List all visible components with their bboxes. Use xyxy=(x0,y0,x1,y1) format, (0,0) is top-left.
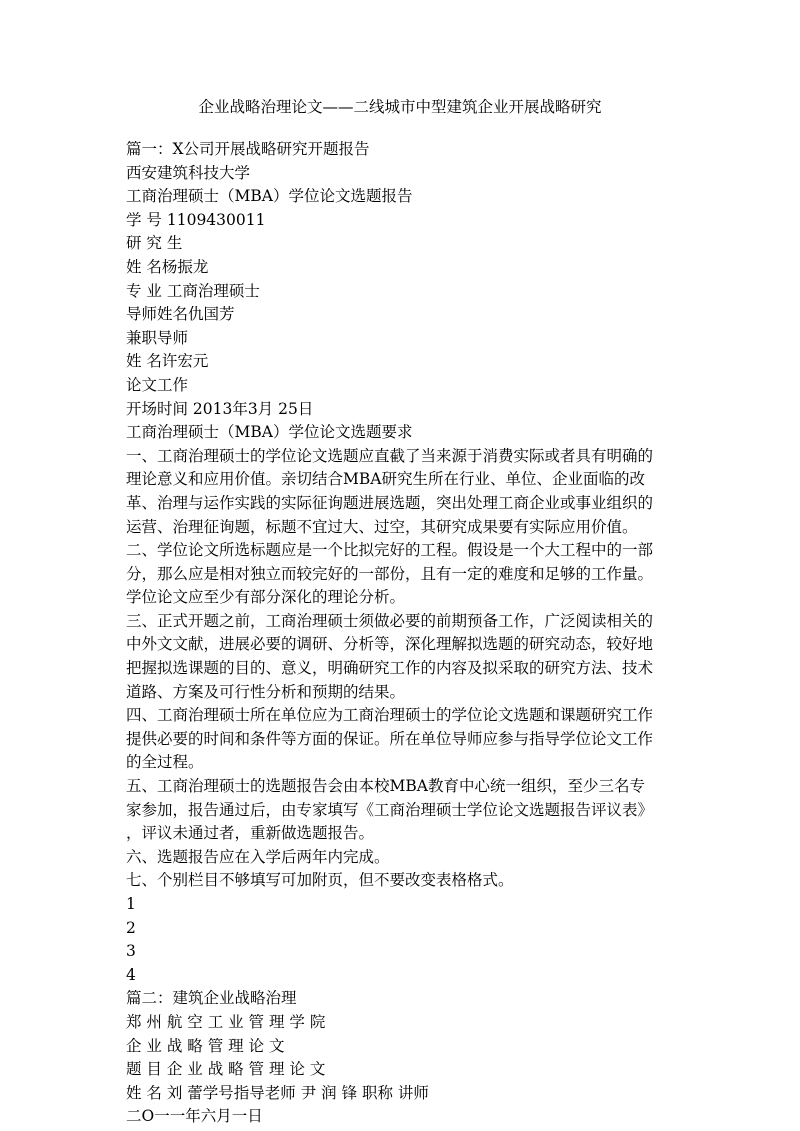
document-line: 题 目 企 业 战 略 管 理 论 文 xyxy=(126,1060,326,1079)
document-line: 郑 州 航 空 工 业 管 理 学 院 xyxy=(126,1012,326,1031)
document-line: 1 xyxy=(126,895,136,913)
document-line: 革、治理与运作实践的实际征询题进展选题，突出处理工商企业或事业组织的 xyxy=(126,493,654,512)
document-line: 二O一一年六月一日 xyxy=(126,1107,263,1126)
document-line: 的全过程。 xyxy=(126,753,204,772)
document-line: 分，那么应是相对独立而较完好的一部份，且有一定的难度和足够的工作量。 xyxy=(126,564,654,583)
document-line: 姓 名许宏元 xyxy=(126,352,209,371)
document-line: 道路、方案及可行性分析和预期的结果。 xyxy=(126,682,406,701)
document-line: 专 业 工商治理硕士 xyxy=(126,281,260,300)
document-line: 导师姓名仇国芳 xyxy=(126,305,235,324)
document-line: 工商治理硕士（MBA）学位论文选题报告 xyxy=(126,187,413,206)
document-line: 开场时间 2013年3月 25日 xyxy=(126,399,314,418)
document-line: 西安建筑科技大学 xyxy=(126,163,251,182)
document-line: 学位论文应至少有部分深化的理论分析。 xyxy=(126,588,406,607)
document-line: 学 号 1109430011 xyxy=(126,210,266,229)
document-line: 工商治理硕士（MBA）学位论文选题要求 xyxy=(126,423,413,442)
document-line: 一、工商治理硕士的学位论文选题应直截了当来源于消费实际或者具有明确的 xyxy=(126,446,654,465)
document-line: 3 xyxy=(126,942,136,961)
document-line: 七、个别栏目不够填写可加附页，但不要改变表格格式。 xyxy=(126,871,514,890)
document-line: 姓 名 刘 蕾学号指导老师 尹 润 锋 职称 讲师 xyxy=(126,1083,429,1102)
document-line: 兼职导师 xyxy=(126,328,189,347)
document-line: 四、工商治理硕士所在单位应为工商治理硕士的学位论文选题和课题研究工作 xyxy=(126,706,654,725)
document-line: 六、选题报告应在入学后两年内完成。 xyxy=(126,847,390,866)
document-line: 把握拟选课题的目的、意义，明确研究工作的内容及拟采取的研究方法、技术 xyxy=(126,659,654,678)
document-line: 企 业 战 略 管 理 论 文 xyxy=(126,1036,285,1055)
document-line: 姓 名杨振龙 xyxy=(126,257,209,276)
document-line: 理论意义和应用价值。亲切结合MBA研究生所在行业、单位、企业面临的改 xyxy=(126,470,645,489)
document-line: 篇二：建筑企业战略治理 xyxy=(126,989,297,1008)
document-line: 论文工作 xyxy=(126,375,189,394)
document-line: 运营、治理征询题，标题不宜过大、过空，其研究成果要有实际应用价值。 xyxy=(126,517,638,536)
document-line: 提供必要的时间和条件等方面的保证。所在单位导师应参与指导学位论文工作 xyxy=(126,729,654,748)
document-line: 家参加，报告通过后，由专家填写《工商治理硕士学位论文选题报告评议表》 xyxy=(126,800,654,819)
document-line: 篇一：X公司开展战略研究开题报告 xyxy=(126,140,370,158)
document-line: 中外文文献，进展必要的调研、分析等，深化理解拟选题的研究动态，较好地 xyxy=(126,635,654,654)
document-line: 三、正式开题之前，工商治理硕士须做必要的前期预备工作，广泛阅读相关的 xyxy=(126,611,654,630)
document-line: 4 xyxy=(126,965,136,984)
document-line: ，评议未通过者，重新做选题报告。 xyxy=(126,824,375,843)
document-title: 企业战略治理论文——二线城市中型建筑企业开展战略研究 xyxy=(198,98,602,116)
document-body xyxy=(126,138,681,1129)
document-line: 二、学位论文所选标题应是一个比拟完好的工程。假设是一个大工程中的一部 xyxy=(126,541,654,560)
document-line: 五、工商治理硕士的选题报告会由本校MBA教育中心统一组织，至少三名专 xyxy=(126,777,645,796)
document-line: 2 xyxy=(126,918,136,937)
document-line: 研 究 生 xyxy=(126,234,183,253)
